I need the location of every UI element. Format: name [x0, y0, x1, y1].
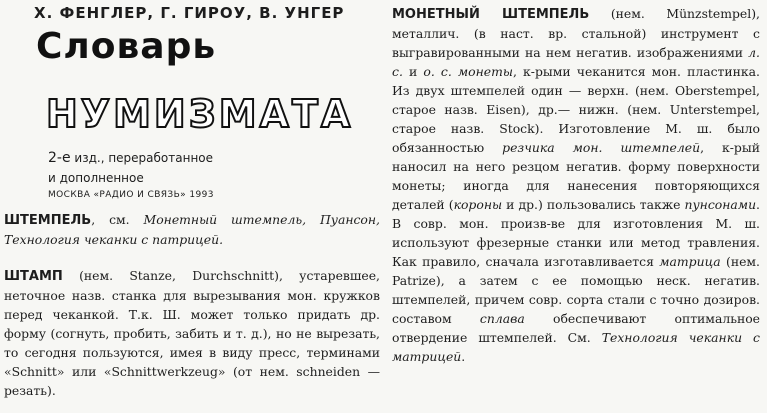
entry-text: и др.) пользовались также	[502, 197, 685, 212]
entry-text: , к-рыми чеканится мон. пластинка. Из двух штемпелей один — верхн. (нем. Oberstempel, старое назв. Eisen), др.— нижн. (нем. Unterstempel, старое назв. Stock). Изготовление М. ш. было обязанностью	[392, 64, 760, 155]
cross-reference: Технология чеканки с матрицей	[392, 330, 760, 364]
italic-term: короны	[453, 197, 503, 212]
book-edition	[48, 148, 213, 188]
entry-text: (нем. Stanze, Durchschnitt), устаревшее, неточное назв. станка для вырезывания мон. кружков перед чеканкой. Т.к. Ш. может только придать др. форму (согнуть, пробить, забить и т. д.), но не вырезать, то сегодня пользуются, имея в виду пресс, терминами «Schnitt» или «Schnittwerkzeug» (от нем. schneiden — резать).	[4, 268, 380, 398]
book-publisher: МОСКВА «РАДИО И СВЯЗЬ» 1993	[48, 190, 214, 200]
entry-text: обеспечивают оптимальное отвердение штемпелей. См.	[392, 311, 761, 345]
italic-term: о. с. монеты	[423, 64, 513, 79]
entry-monetny-shtempel	[392, 4, 760, 366]
entry-text: , к-рый наносил на него резцом негатив. форму поверхности монеты; иногда для нанесения повторяющихся деталей (	[392, 140, 760, 212]
book-title-line2: НУМИЗМАТА	[46, 92, 354, 136]
italic-term: л. с.	[392, 45, 760, 79]
entry-text: и	[402, 64, 424, 79]
entry-text: (нем. Münzstempel), металлич. (в наст. вр. стальной) инструмент с выгравированными на нем негатив. изображениями	[392, 6, 760, 60]
cross-reference: Пуансон, Технология чеканки с патрицей.	[4, 212, 380, 247]
entry-shtempel	[4, 210, 380, 249]
italic-term: матрица	[659, 254, 721, 269]
entry-shtamp	[4, 266, 380, 400]
entry-text: , см.	[91, 212, 130, 227]
headword: МОНЕТНЫЙ ШТЕМПЕЛЬ	[392, 7, 590, 22]
book-authors: Х. ФЕНГЛЕР, Г. ГИРОУ, В. УНГЕР	[34, 4, 345, 22]
right-column	[392, 0, 762, 413]
edition-line2: и дополненное	[48, 171, 144, 185]
entry-text: . В совр. мон. произв-ве для изготовления М. ш. используют фрезерные станки или метод травления. Как правило, сначала изготавливается	[392, 197, 760, 269]
headword: ШТЕМПЕЛЬ	[4, 213, 92, 228]
entry-text: (нем. Patrize), а затем с ее помощью неск. негатив. штемпелей, причем совр. сорта стали с точно дозиров. составом	[392, 254, 760, 326]
book-title-line1: Словарь	[36, 26, 217, 67]
cross-reference: Монетный штемпель,	[143, 212, 307, 227]
edition-number: 2-е	[48, 150, 71, 166]
italic-term: сплава	[479, 311, 525, 326]
headword: ШТАМП	[4, 269, 63, 284]
italic-term: пунсонами	[684, 197, 757, 212]
italic-term: резчика мон. штемпелей	[502, 140, 701, 155]
entry-text: .	[461, 349, 466, 364]
left-column	[4, 0, 382, 413]
edition-rest: изд., переработанное	[74, 151, 214, 165]
